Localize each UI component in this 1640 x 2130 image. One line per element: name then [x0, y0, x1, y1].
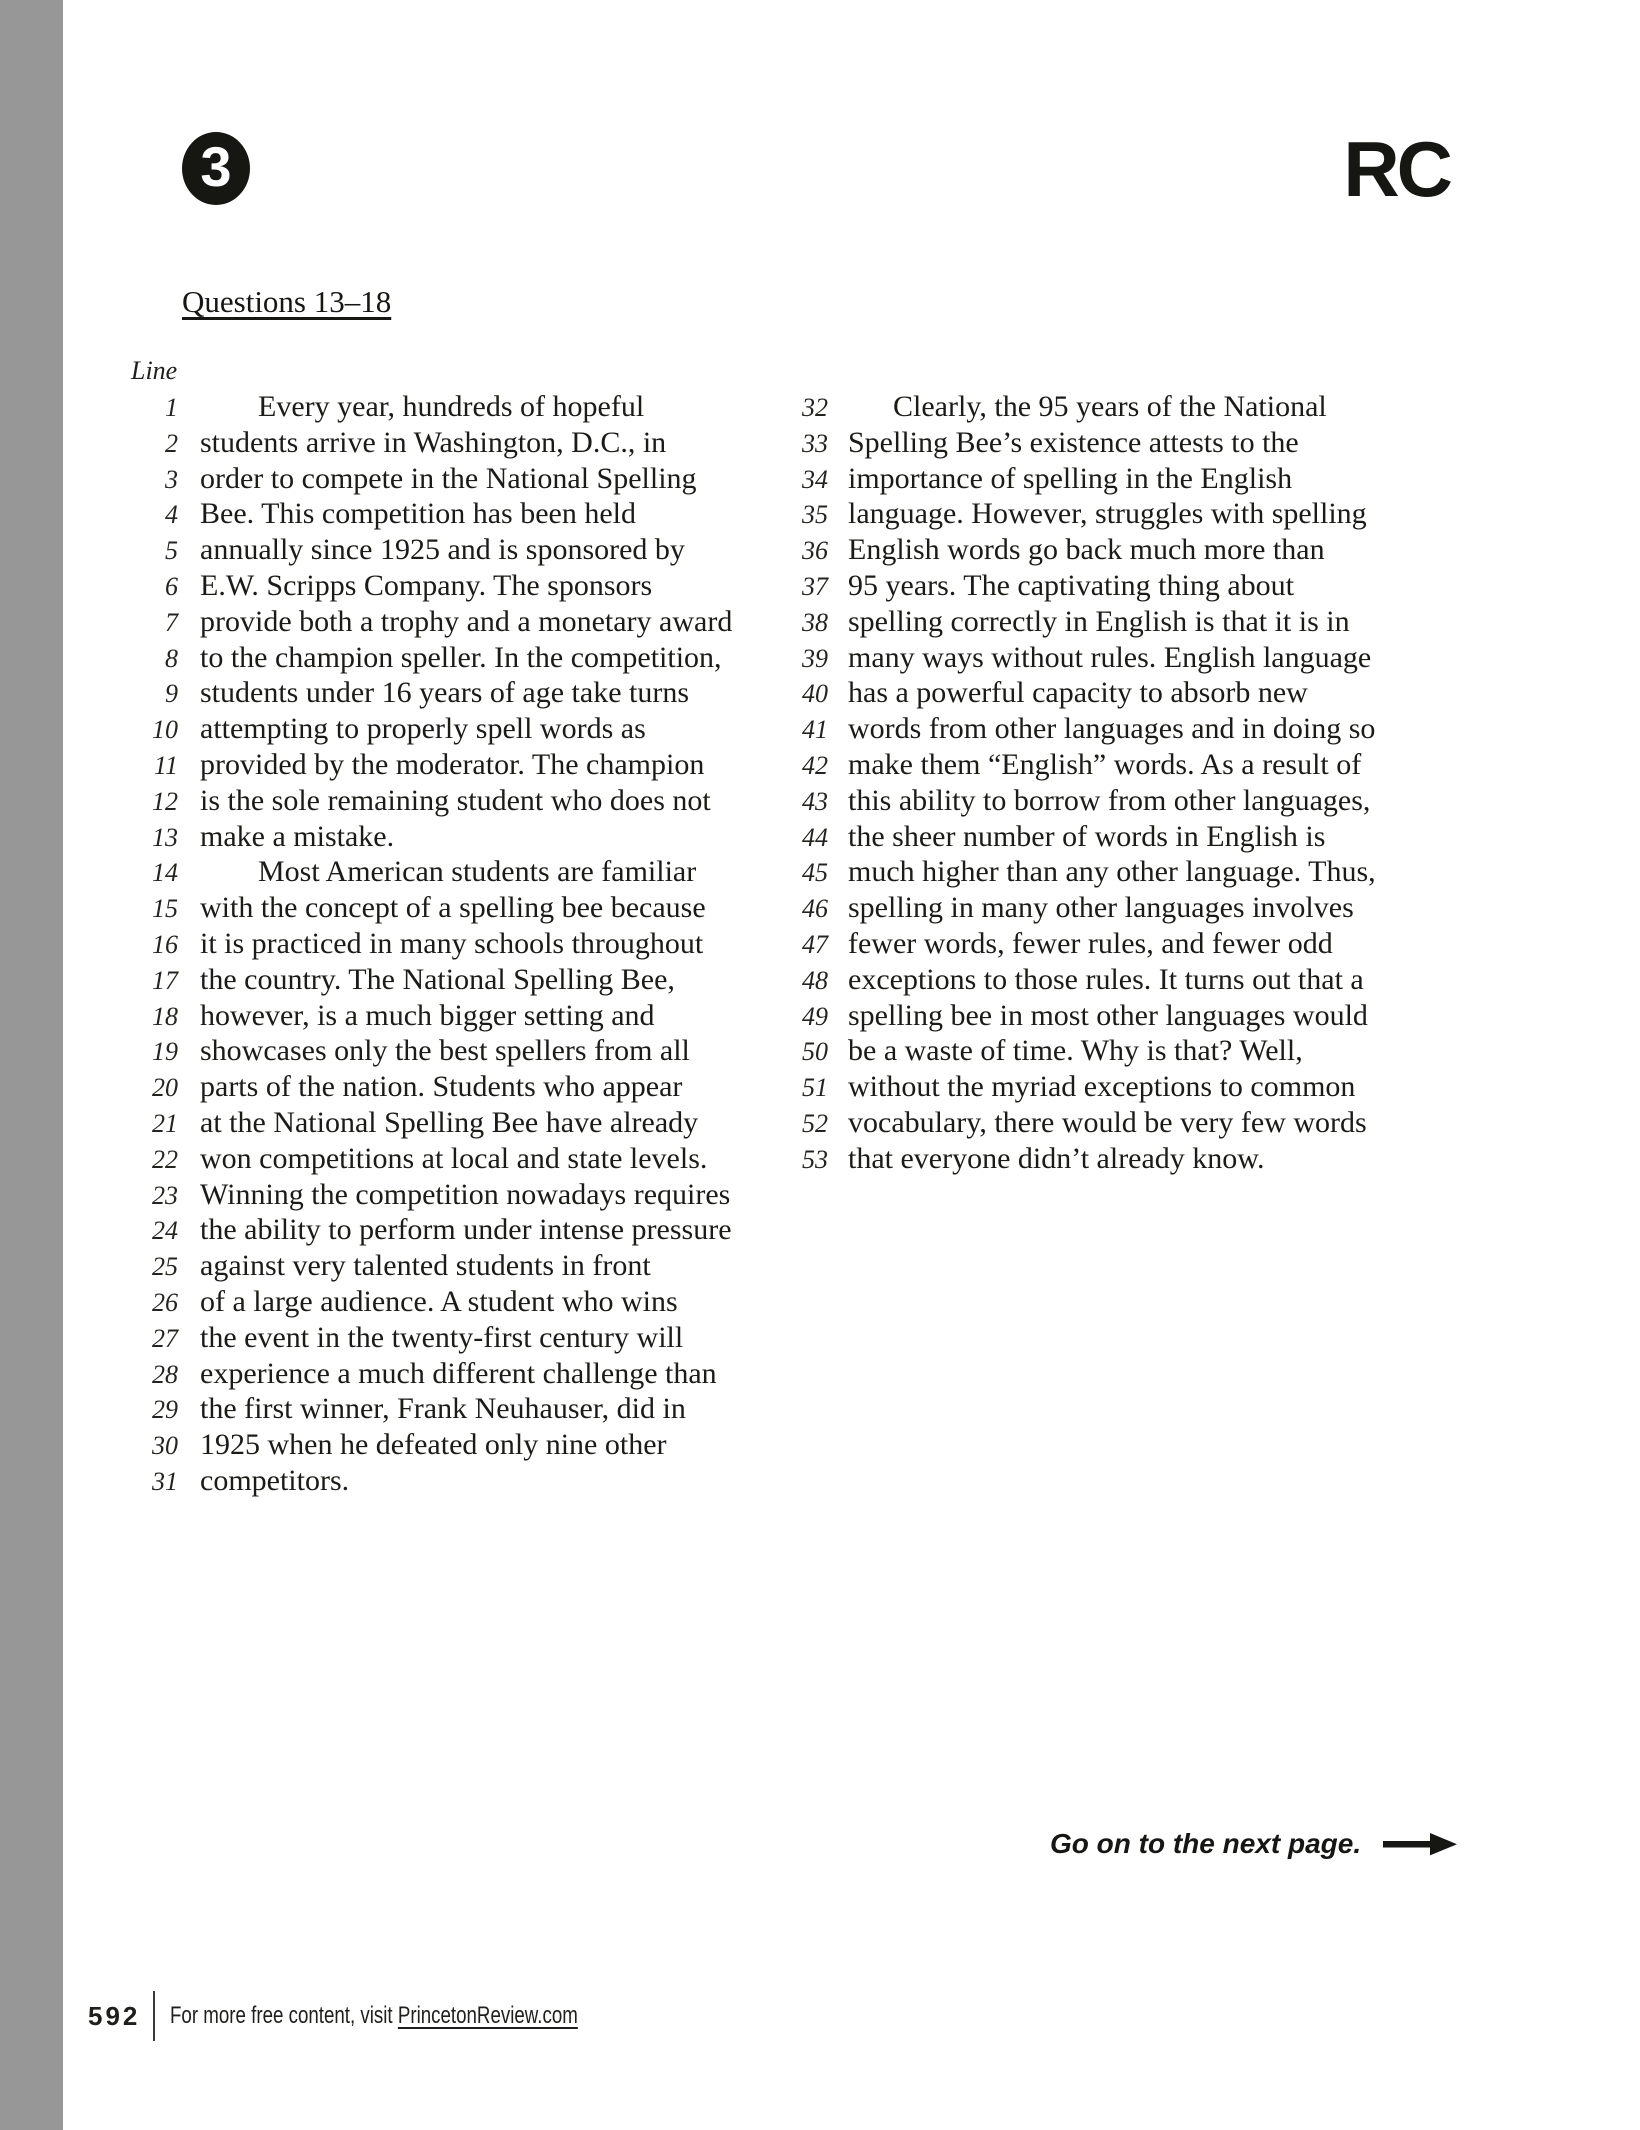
- line-number: 4: [165, 500, 178, 530]
- line-text: is the sole remaining student who does not: [200, 783, 711, 817]
- line-number: 45: [802, 858, 828, 888]
- line-text: experience a much different challenge than: [200, 1356, 717, 1390]
- line-number: 17: [152, 965, 178, 995]
- passage-line: [133, 1320, 783, 1356]
- line-text: the sheer number of words in English is: [848, 819, 1326, 853]
- line-number: 50: [802, 1037, 828, 1067]
- passage-line: [133, 640, 783, 676]
- line-text: annually since 1925 and is sponsored by: [200, 533, 685, 567]
- line-number: 3: [165, 464, 178, 494]
- line-number: 19: [152, 1037, 178, 1067]
- line-number: 14: [152, 858, 178, 888]
- line-number: 32: [802, 393, 828, 422]
- line-text: students arrive in Washington, D.C., in: [200, 425, 667, 459]
- passage-line: [133, 1141, 783, 1177]
- passage-line: [780, 783, 1430, 819]
- line-text: order to compete in the National Spelling: [200, 461, 697, 495]
- line-number: 11: [153, 750, 178, 780]
- passage-line: [133, 532, 783, 568]
- line-number: 26: [152, 1287, 178, 1317]
- line-number: 12: [152, 786, 178, 816]
- line-text: spelling in many other languages involves: [848, 891, 1354, 925]
- line-number: 35: [802, 500, 828, 530]
- line-text: without the myriad exceptions to common: [848, 1070, 1356, 1104]
- line-number: 36: [802, 536, 828, 566]
- passage-line: [780, 819, 1430, 855]
- line-number: 42: [802, 750, 828, 780]
- line-text: Every year, hundreds of hopeful: [258, 390, 645, 423]
- next-page-instruction: [1050, 1828, 1457, 1860]
- line-text: with the concept of a spelling bee because: [200, 891, 706, 925]
- passage-line: [133, 1033, 783, 1069]
- line-text: the ability to perform under intense pressure: [200, 1213, 732, 1247]
- line-text: provided by the moderator. The champion: [200, 747, 705, 781]
- passage-line: [133, 389, 783, 425]
- passage-line: [133, 1177, 783, 1213]
- line-text: the country. The National Spelling Bee,: [200, 962, 675, 996]
- passage-line: [780, 425, 1430, 461]
- passage-line: [780, 998, 1430, 1034]
- passage-line: [133, 962, 783, 998]
- line-text: spelling bee in most other languages would: [848, 998, 1368, 1032]
- passage-line: [780, 640, 1430, 676]
- line-number: 18: [152, 1001, 178, 1031]
- line-number: 8: [165, 643, 178, 673]
- passage-line: [133, 496, 783, 532]
- line-number: 31: [152, 1466, 178, 1496]
- passage-line: [780, 1069, 1430, 1105]
- line-number: 49: [802, 1001, 828, 1031]
- passage-line: [780, 496, 1430, 532]
- line-number: 53: [802, 1144, 828, 1174]
- line-text: words from other languages and in doing so: [848, 712, 1376, 746]
- line-text: importance of spelling in the English: [848, 461, 1293, 495]
- passage-line: [133, 1248, 783, 1284]
- section-code-label: RC: [1343, 125, 1450, 213]
- passage-line: [780, 1033, 1430, 1069]
- line-number: 34: [802, 464, 828, 494]
- passage-line: [780, 926, 1430, 962]
- line-text: Most American students are familiar: [258, 855, 697, 889]
- passage-line: [780, 461, 1430, 497]
- passage-line: [780, 747, 1430, 783]
- line-number: 23: [152, 1180, 178, 1210]
- line-number: 7: [165, 607, 178, 637]
- line-text: Clearly, the 95 years of the National: [893, 390, 1327, 423]
- line-number: 43: [802, 786, 828, 816]
- line-text: 95 years. The captivating thing about: [848, 568, 1295, 602]
- section-number-badge: [182, 132, 250, 205]
- line-number: 40: [802, 679, 828, 709]
- arrow-right-icon: [1383, 1832, 1457, 1856]
- line-text: Winning the competition nowadays requires: [200, 1177, 731, 1211]
- line-text: however, is a much bigger setting and: [200, 998, 655, 1032]
- line-text: English words go back much more than: [848, 533, 1325, 567]
- line-text: the first winner, Frank Neuhauser, did in: [200, 1392, 686, 1426]
- line-text: has a powerful capacity to absorb new: [848, 676, 1308, 710]
- footer-text: [170, 2002, 578, 2030]
- line-text: attempting to properly spell words as: [200, 712, 646, 746]
- line-text: fewer words, fewer rules, and fewer odd: [848, 926, 1333, 960]
- line-text: Spelling Bee’s existence attests to the: [848, 425, 1299, 459]
- next-page-label: Go on to the next page.: [1050, 1828, 1362, 1859]
- passage-line: [133, 1463, 783, 1499]
- line-text: that everyone didn’t already know.: [848, 1141, 1265, 1175]
- passage-line: [133, 604, 783, 640]
- passage-line: [133, 1284, 783, 1320]
- line-text: against very talented students in front: [200, 1249, 651, 1283]
- passage-line: [133, 711, 783, 747]
- line-text: parts of the nation. Students who appear: [200, 1070, 683, 1104]
- passage-line: [780, 389, 1430, 425]
- line-text: E.W. Scripps Company. The sponsors: [200, 568, 653, 602]
- passage-line: [780, 890, 1430, 926]
- line-number: 33: [802, 428, 828, 458]
- passage-line: [133, 747, 783, 783]
- passage-line: [780, 532, 1430, 568]
- line-number: 24: [152, 1216, 178, 1246]
- line-text: language. However, struggles with spelling: [848, 497, 1367, 531]
- passage-line: [780, 675, 1430, 711]
- passage-line: [133, 675, 783, 711]
- section-number: 3: [200, 135, 232, 198]
- line-text: competitors.: [200, 1463, 350, 1497]
- line-number: 10: [152, 715, 178, 745]
- line-number: 21: [152, 1108, 178, 1138]
- passage-line: [780, 568, 1430, 604]
- passage-line: [133, 783, 783, 819]
- line-number: 16: [152, 929, 178, 959]
- line-text: 1925 when he defeated only nine other: [200, 1428, 667, 1462]
- line-text: to the champion speller. In the competition,: [200, 640, 722, 674]
- passage-line: [780, 1105, 1430, 1141]
- page-footer: [88, 1990, 693, 2042]
- passage-line: [133, 1105, 783, 1141]
- line-text: many ways without rules. English language: [848, 640, 1372, 674]
- questions-range-heading: Questions 13–18: [182, 284, 392, 319]
- line-text: vocabulary, there would be very few words: [848, 1105, 1367, 1139]
- line-text: of a large audience. A student who wins: [200, 1284, 678, 1318]
- line-number: 28: [152, 1359, 178, 1389]
- footer-divider: [153, 1991, 155, 2041]
- line-number: 29: [152, 1395, 178, 1425]
- passage-line: [780, 711, 1430, 747]
- passage-line: [780, 604, 1430, 640]
- passage-line: [780, 962, 1430, 998]
- line-text: provide both a trophy and a monetary award: [200, 604, 733, 638]
- page-number: 592: [88, 2000, 141, 2031]
- line-text: make a mistake.: [200, 819, 395, 853]
- passage-line: [133, 926, 783, 962]
- line-number: 6: [165, 571, 178, 601]
- line-text: won competitions at local and state levels.: [200, 1141, 708, 1175]
- line-text: Bee. This competition has been held: [200, 497, 637, 531]
- line-number: 51: [802, 1073, 828, 1103]
- line-number: 20: [152, 1073, 178, 1103]
- passage-line: [133, 1391, 783, 1427]
- passage-line: [133, 1069, 783, 1105]
- passage-line: [133, 1356, 783, 1392]
- line-number: 48: [802, 965, 828, 995]
- line-number: 39: [802, 643, 828, 673]
- line-text: students under 16 years of age take turns: [200, 676, 690, 710]
- line-text: much higher than any other language. Thus,: [848, 855, 1376, 889]
- passage-line: [133, 568, 783, 604]
- line-number: 13: [152, 822, 178, 852]
- line-text: be a waste of time. Why is that? Well,: [848, 1034, 1303, 1068]
- line-number: 1: [165, 393, 178, 422]
- footer-text-prefix: For more free content, visit: [170, 2002, 399, 2029]
- line-number: 15: [152, 894, 178, 924]
- passage-line: [133, 890, 783, 926]
- passage-line: [780, 1141, 1430, 1177]
- line-number: 44: [802, 822, 828, 852]
- passage-line: [780, 854, 1430, 890]
- line-number: 25: [152, 1252, 178, 1282]
- line-text: showcases only the best spellers from all: [200, 1034, 690, 1068]
- line-text: this ability to borrow from other languages,: [848, 783, 1371, 817]
- line-number: 9: [165, 679, 178, 709]
- line-number: 41: [802, 715, 828, 745]
- passage-column-right: [780, 389, 1430, 1177]
- line-text: exceptions to those rules. It turns out that a: [848, 962, 1364, 996]
- passage-line: [133, 425, 783, 461]
- line-text: at the National Spelling Bee have already: [200, 1105, 699, 1139]
- line-number: 38: [802, 607, 828, 637]
- passage-line: [133, 819, 783, 855]
- line-column-label: Line: [131, 356, 178, 385]
- passage-line: [133, 998, 783, 1034]
- line-number: 27: [152, 1323, 178, 1353]
- line-number: 46: [802, 894, 828, 924]
- line-number: 47: [802, 929, 828, 959]
- passage-line: [133, 461, 783, 497]
- line-number: 52: [802, 1108, 828, 1138]
- line-number: 22: [152, 1144, 178, 1174]
- line-number: 30: [152, 1431, 178, 1461]
- line-text: make them “English” words. As a result of: [848, 747, 1362, 781]
- passage-line: [133, 1212, 783, 1248]
- line-number: 2: [165, 428, 178, 458]
- passage-column-left: [133, 389, 783, 1499]
- passage-line: [133, 1427, 783, 1463]
- line-text: it is practiced in many schools throughout: [200, 926, 704, 960]
- line-text: spelling correctly in English is that it is in: [848, 604, 1350, 638]
- line-number: 37: [802, 571, 828, 601]
- line-text: the event in the twenty-first century will: [200, 1320, 684, 1354]
- footer-link: PrincetonReview.com: [398, 2002, 579, 2029]
- page-edge-gray-bar: [0, 0, 63, 2130]
- passage-line: [133, 854, 783, 890]
- line-number: 5: [165, 536, 178, 566]
